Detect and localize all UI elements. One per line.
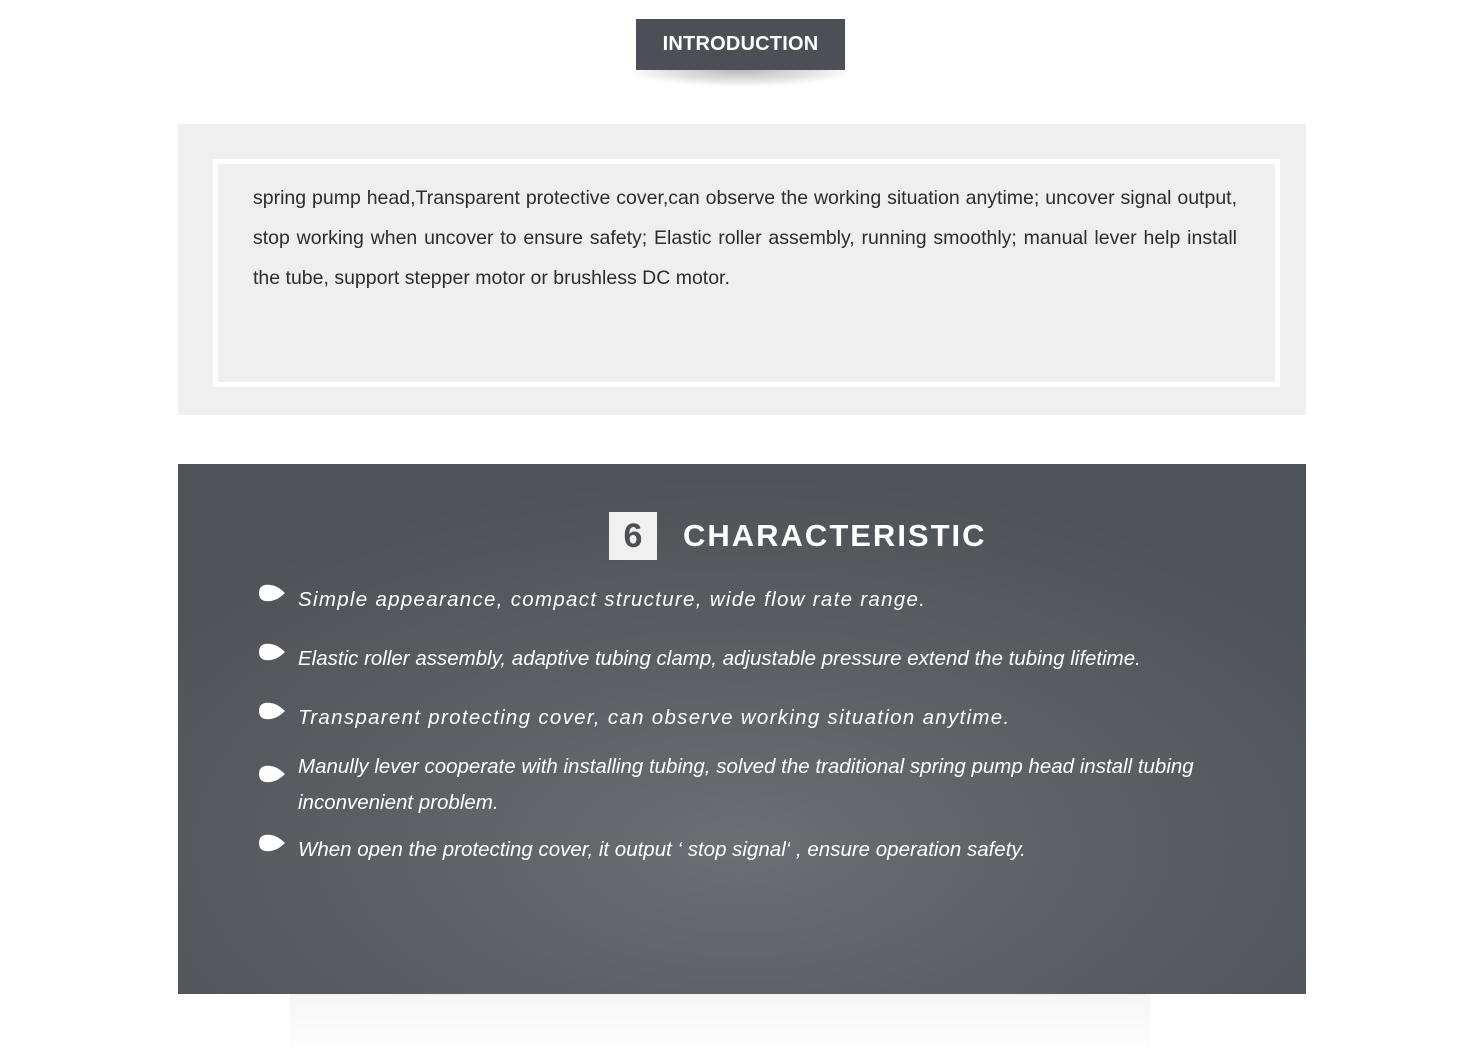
feature-text: Elastic roller assembly, adaptive tubing clamp, adjustable pressure extend the tubing lifetime. [298, 647, 1141, 670]
leaf-bullet-icon [258, 832, 286, 854]
introduction-text: spring pump head,Transparent protective cover,can observe the working situation anytime; uncover signal output, stop working when uncover to ensure safety; Elastic roller assembly, running smoothly; manual lever help install the tube, support stepper motor or brushless DC motor. [253, 187, 1237, 289]
introduction-frame [213, 159, 1280, 387]
leaf-bullet-icon [258, 763, 286, 785]
feature-text: Simple appearance, compact structure, wide flow rate range. [298, 588, 927, 611]
characteristic-title: CHARACTERISTIC [683, 518, 987, 553]
leaf-bullet-icon [258, 582, 286, 604]
feature-item [258, 700, 1238, 736]
feature-text: Transparent protecting cover, can observe working situation anytime. [298, 706, 1011, 729]
introduction-banner-shadow [632, 70, 849, 86]
section-number-badge: 6 [609, 512, 657, 560]
feature-item [258, 749, 1238, 821]
feature-item [258, 641, 1238, 677]
characteristic-panel [178, 464, 1306, 994]
introduction-banner [636, 19, 845, 70]
feature-item [258, 582, 1238, 618]
introduction-banner-label: INTRODUCTION [662, 33, 819, 55]
feature-text: When open the protecting cover, it output ‘ stop signal‘ , ensure operation safety. [298, 838, 1026, 861]
leaf-bullet-icon [258, 641, 286, 663]
feature-item [258, 832, 1238, 868]
introduction-panel [178, 124, 1306, 415]
leaf-bullet-icon [258, 700, 286, 722]
feature-text: Manully lever cooperate with installing tubing, solved the traditional spring pump head install tubing inconvenient problem. [298, 755, 1194, 814]
characteristic-header [609, 512, 987, 560]
panel-bottom-shadow [290, 994, 1150, 1054]
